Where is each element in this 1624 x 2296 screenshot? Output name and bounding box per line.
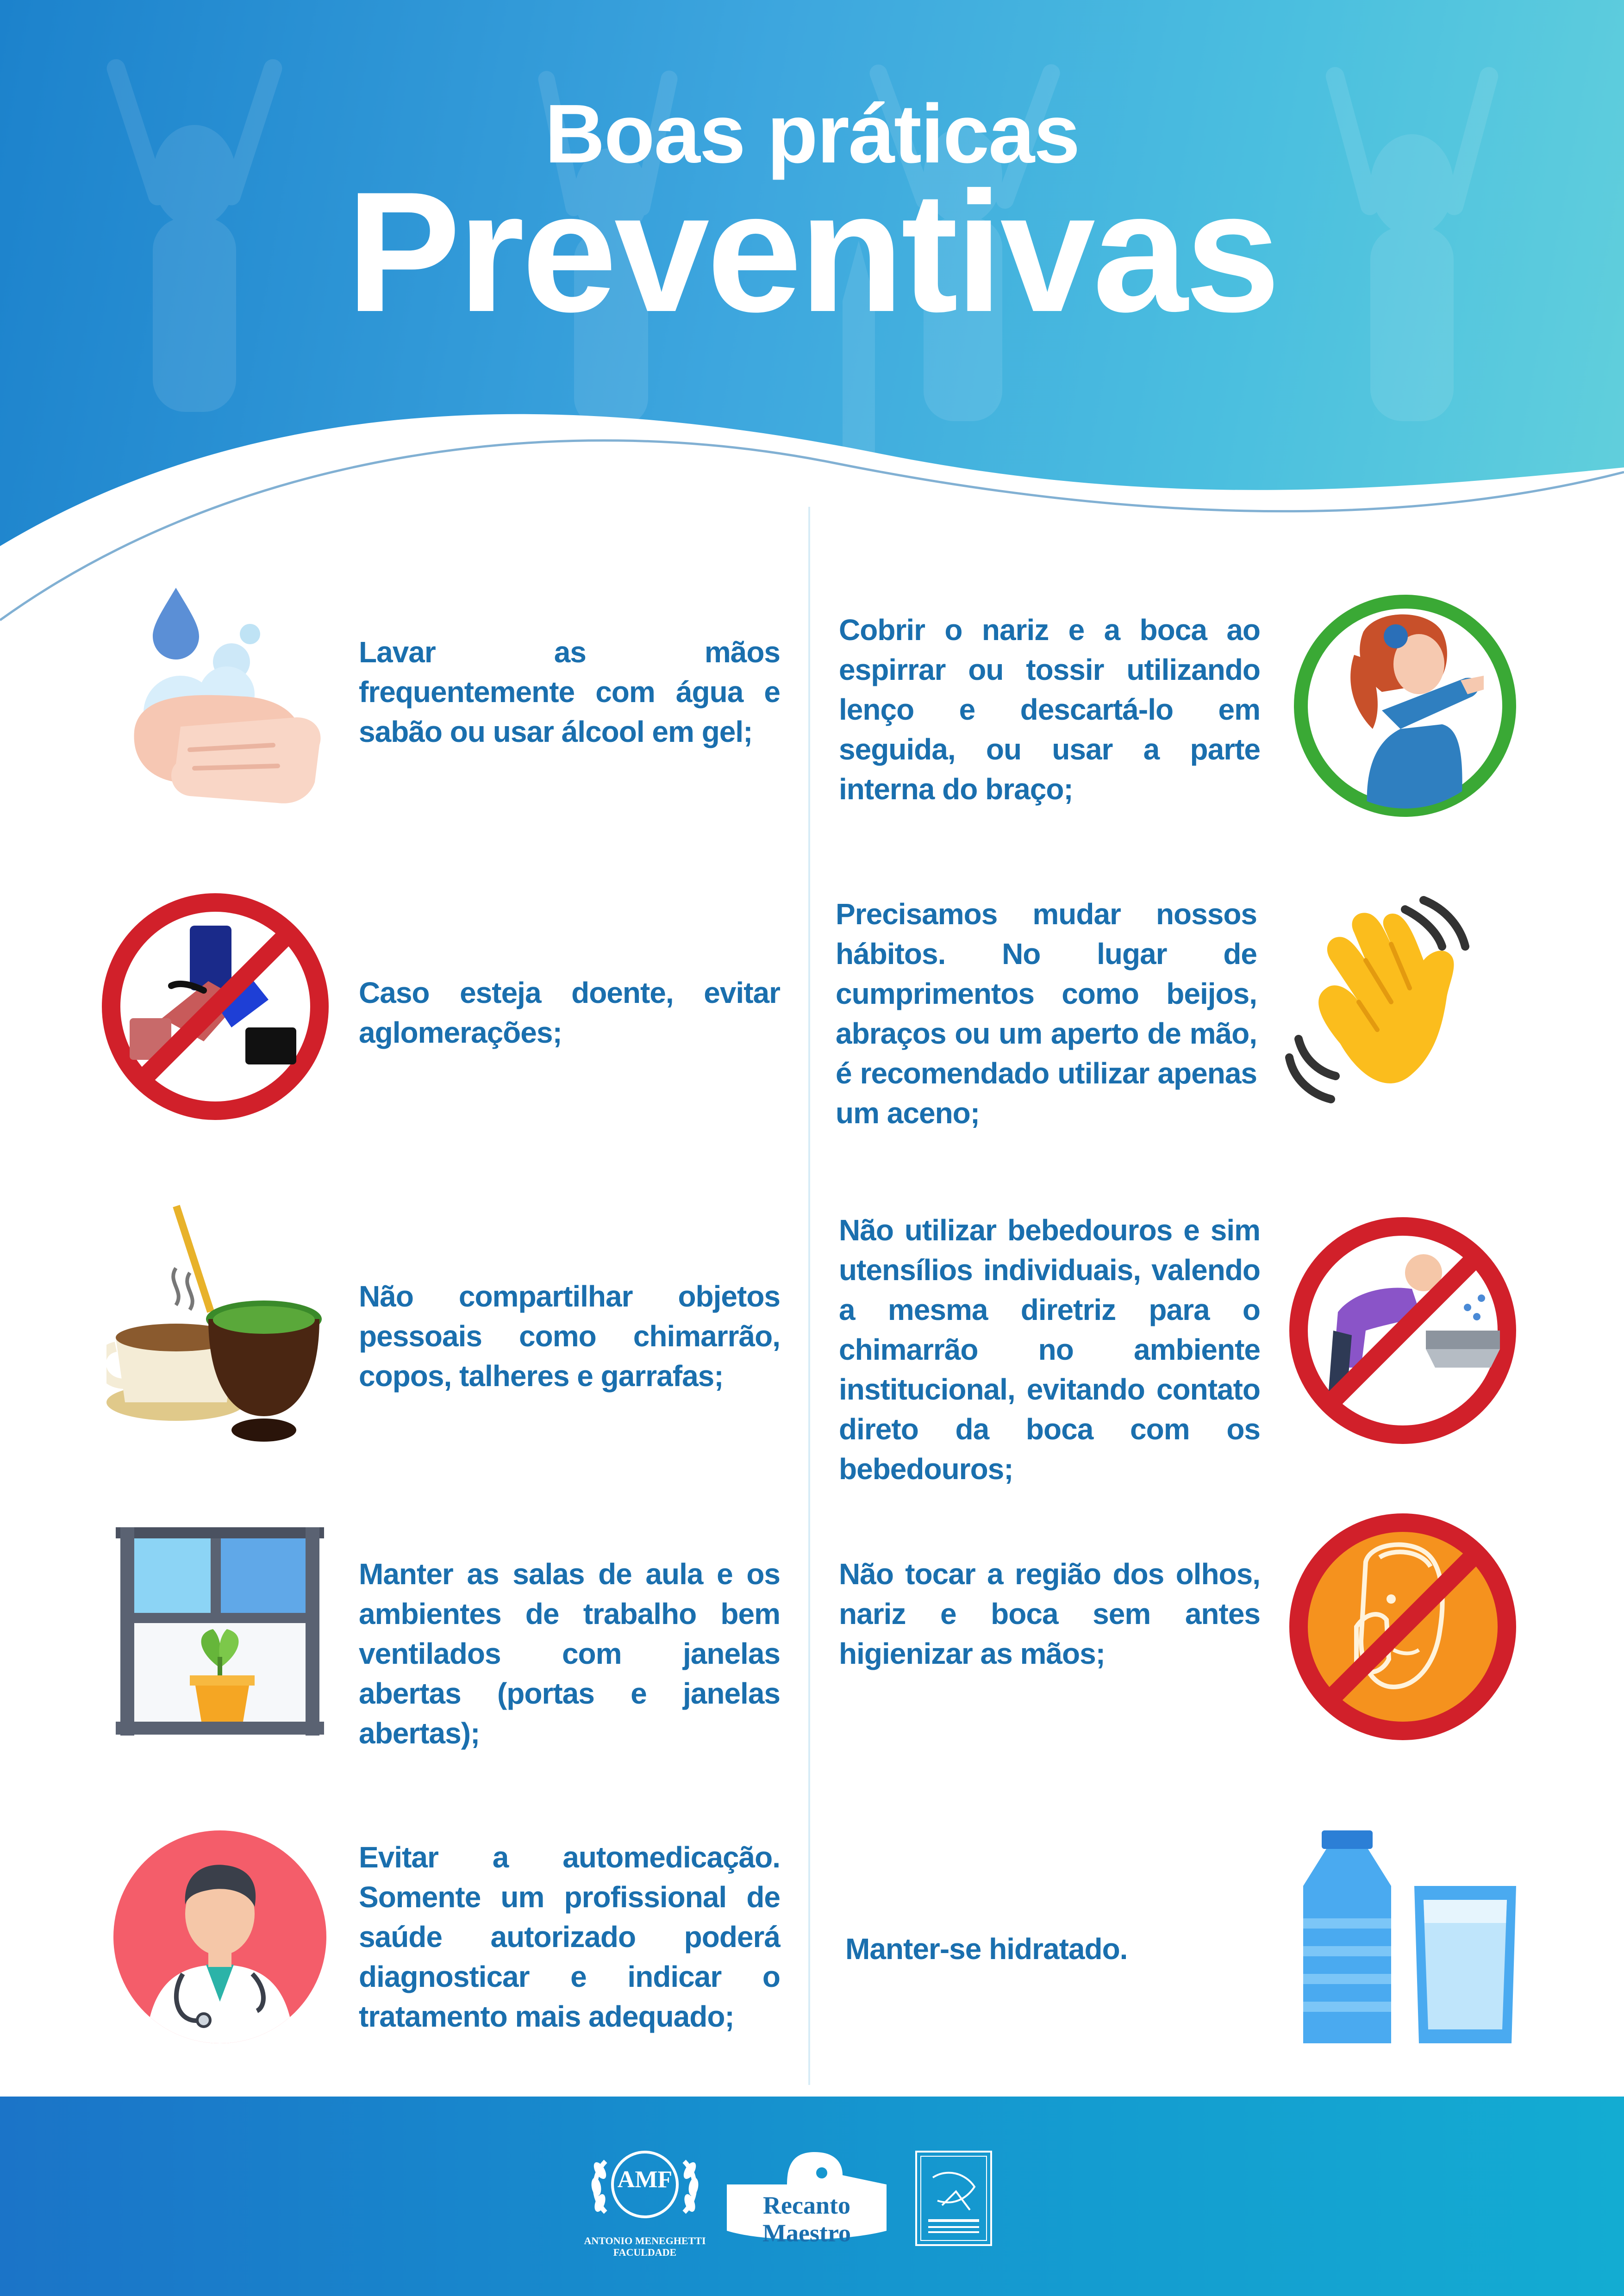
footer-banner: [0, 2097, 1624, 2296]
column-divider: [808, 507, 810, 2085]
page-title: Preventivas: [346, 156, 1278, 348]
water-bottle-glass-icon: [1299, 1826, 1521, 2048]
amf-logo-mark: AMF: [617, 2166, 673, 2193]
fundacao-logo: [914, 2150, 993, 2247]
tip-text-no-fountain: Não utilizar bebedouros e sim utensílios individuais, valendo a mesma diretriz para o chimarrão no ambiente institucional, evitando contato direto da boca com os bebedouros;: [839, 1213, 1260, 1486]
cough-elbow-icon: [1289, 590, 1521, 821]
no-drinking-fountain-icon: [1287, 1215, 1518, 1446]
no-handshake-icon: [102, 893, 329, 1120]
tip-text-self-medication: Evitar a automedicação. Somente um profissional de saúde autorizado poderá diagnosticar e indicar o tratamento mais adequado;: [359, 1841, 780, 2033]
page-subtitle: Boas práticas: [544, 87, 1080, 180]
tip-text-cover-cough: Cobrir o nariz e a boca ao espirrar ou tossir utilizando lenço e descartá-lo em seguida, ou usar a parte interna do braço;: [839, 613, 1260, 806]
chimarrao-mate-icon: [106, 1199, 329, 1453]
tip-text-no-face-touch: Não tocar a região dos olhos, nariz e boca sem antes higienizar as mãos;: [839, 1557, 1260, 1670]
tip-text-ventilation: Manter as salas de aula e os ambientes de trabalho bem ventilados com janelas abertas (portas e janelas abertas);: [359, 1557, 780, 1750]
tip-text-handwashing: Lavar as mãos frequentemente com água e sabão ou usar álcool em gel;: [359, 635, 780, 748]
tip-text-wave-greeting: Precisamos mudar nossos hábitos. No lugar de cumprimentos como beijos, abraços ou um aperto de mão, é recomendado utilizar apenas um aceno;: [836, 897, 1257, 1130]
handwashing-icon: [120, 579, 333, 810]
amf-logo-line1: ANTONIO MENEGHETTI: [584, 2235, 706, 2246]
doctor-icon: [113, 1830, 326, 2043]
tip-text-avoid-crowds: Caso esteja doente, evitar aglomerações;: [359, 976, 780, 1049]
amf-logo-line2: FACULDADE: [613, 2246, 677, 2258]
open-window-icon: [116, 1527, 324, 1736]
header-banner: [0, 0, 1624, 648]
tip-text-hydration: Manter-se hidratado.: [845, 1932, 1128, 1966]
recanto-maestro-logo-text: Recanto Maestro: [762, 2191, 851, 2247]
tip-text-no-sharing: Não compartilhar objetos pessoais como chimarrão, copos, talheres e garrafas;: [359, 1280, 780, 1393]
no-face-touch-icon: [1287, 1511, 1518, 1742]
waving-hand-icon: [1285, 891, 1507, 1113]
